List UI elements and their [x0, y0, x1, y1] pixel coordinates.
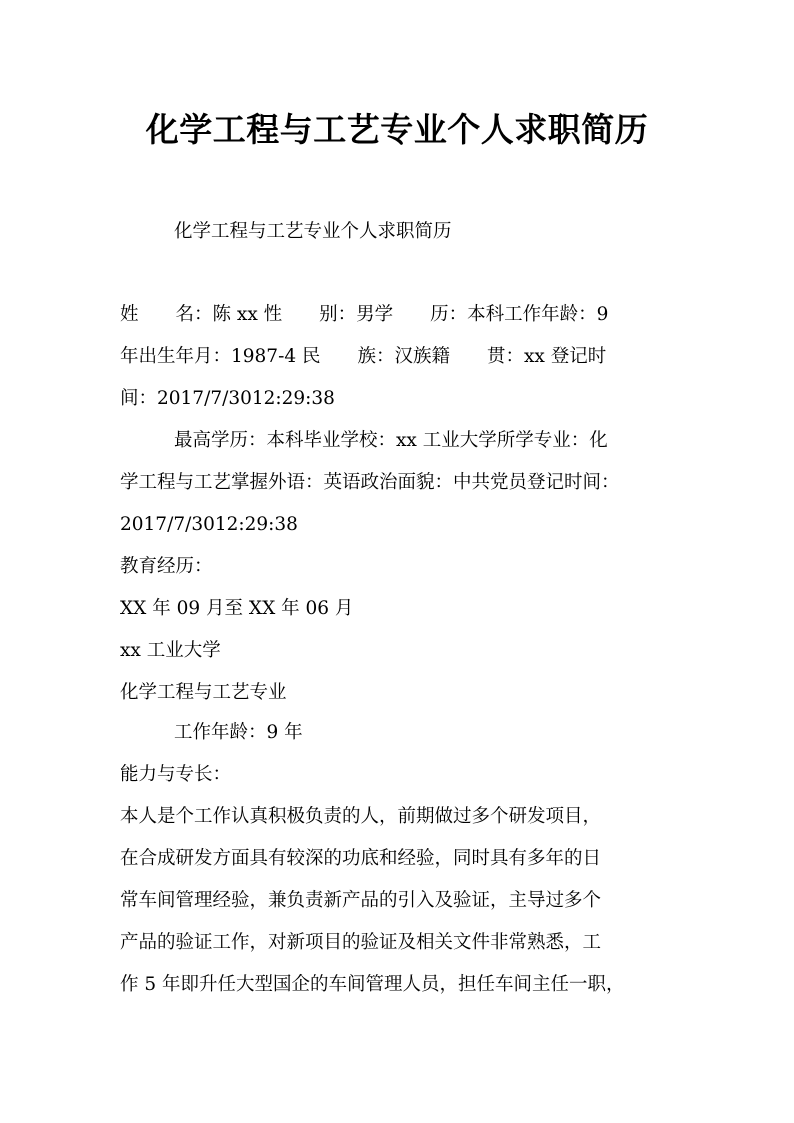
paragraph-line: 作 5 年即升任大型国企的车间管理人员，担任车间主任一职， — [120, 974, 625, 995]
text-line: 化学工程与工艺专业 — [120, 682, 287, 703]
text-line: 年出生年月：1987-4 民 族：汉族籍 贯：xx 登记时 — [120, 346, 607, 367]
paragraph-line: 在合成研发方面具有较深的功底和经验，同时具有多年的日 — [120, 848, 602, 869]
paragraph-line: 产品的验证工作，对新项目的验证及相关文件非常熟悉，工 — [120, 932, 602, 953]
paragraph-line: 常车间管理经验，兼负责新产品的引入及验证，主导过多个 — [120, 890, 602, 911]
text-line: 间：2017/7/3012:29:38 — [120, 388, 335, 409]
text-line: 最高学历：本科毕业学校：xx 工业大学所学专业：化 — [174, 430, 608, 451]
subtitle-line: 化学工程与工艺专业个人求职简历 — [174, 221, 452, 242]
text-line: 姓 名：陈 xx 性 别：男学 历：本科工作年龄：9 — [120, 304, 609, 325]
document-title: 化学工程与工艺专业个人求职简历 — [145, 110, 649, 149]
text-line: 2017/7/3012:29:38 — [120, 514, 298, 535]
paragraph-line: 本人是个工作认真积极负责的人，前期做过多个研发项目， — [120, 806, 602, 827]
section-heading-skills: 能力与专长： — [120, 764, 232, 785]
section-heading-education: 教育经历： — [120, 556, 213, 577]
text-line: 工作年龄：9 年 — [174, 722, 303, 743]
text-line: XX 年 09 月至 XX 年 06 月 — [120, 598, 354, 619]
text-line: xx 工业大学 — [120, 640, 221, 661]
text-line: 学工程与工艺掌握外语：英语政治面貌：中共党员登记时间： — [120, 472, 620, 493]
